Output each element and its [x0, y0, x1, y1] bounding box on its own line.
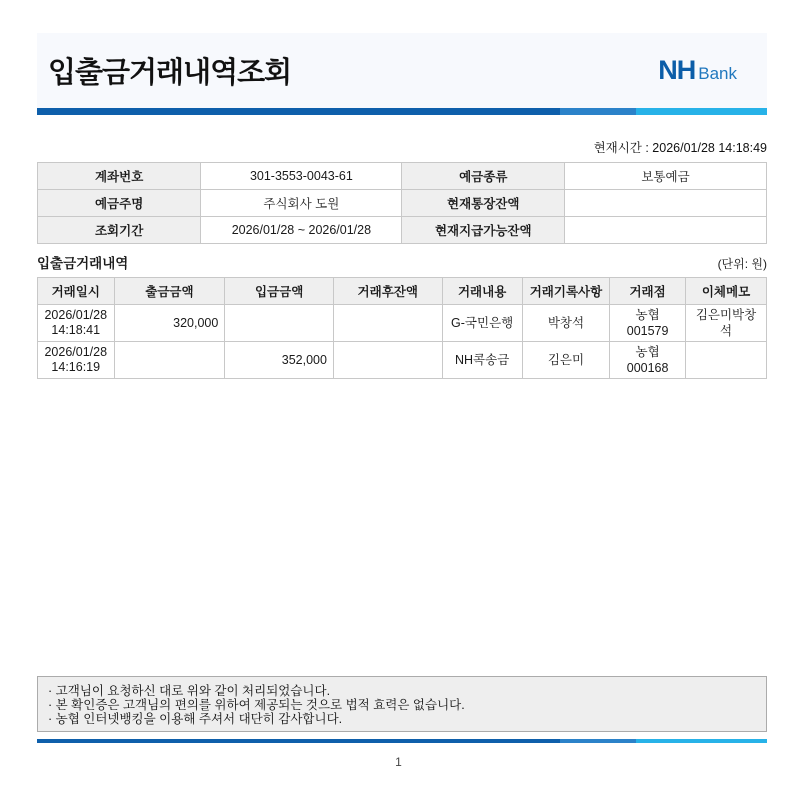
- transaction-section-head: [37, 252, 767, 272]
- col-header-record: 거래기록사항: [522, 278, 609, 305]
- col-header-branch: 거래점: [610, 278, 686, 305]
- nh-logo-bank-text: Bank: [698, 64, 737, 83]
- tx-date: 2026/01/28: [44, 308, 108, 322]
- tx-withdrawal: [114, 342, 225, 379]
- divider-segment-cyan: [636, 108, 767, 115]
- footer-note: · 농협 인터넷뱅킹을 이용해 주셔서 대단히 감사합니다.: [48, 712, 343, 726]
- transaction-section-title: 입출금거래내역: [37, 256, 129, 271]
- tx-balance-after: [333, 342, 442, 379]
- page-title: 입출금거래내역조회: [48, 57, 292, 89]
- account-number-value: 301-3553-0043-61: [201, 163, 402, 190]
- col-header-deposit: 입금금액: [225, 278, 334, 305]
- footer-note: · 고객님이 요청하신 대로 위와 같이 처리되었습니다.: [48, 684, 331, 698]
- account-row-period: [38, 217, 767, 244]
- divider-segment-medium: [560, 108, 636, 115]
- tx-time: 14:16:19: [51, 360, 101, 374]
- deposit-type-label: 예금종류: [402, 163, 565, 190]
- inquiry-period-value: 2026/01/28 ~ 2026/01/28: [201, 217, 402, 244]
- account-row-number: [38, 163, 767, 190]
- table-row: [38, 342, 767, 379]
- tx-time: 14:18:41: [51, 323, 101, 337]
- tx-deposit: [225, 305, 334, 342]
- tx-datetime: [38, 342, 115, 379]
- tx-date: 2026/01/28: [44, 345, 108, 359]
- tx-memo: 김은미박창석: [686, 305, 767, 342]
- divider-segment-dark: [37, 739, 560, 743]
- divider-segment-medium: [560, 739, 636, 743]
- tx-record: 박창석: [522, 305, 609, 342]
- available-balance-value: [565, 217, 767, 244]
- divider-segment-dark: [37, 108, 560, 115]
- page-number: 1: [395, 755, 402, 769]
- tx-branch: 농협 000168: [610, 342, 686, 379]
- divider-segment-cyan: [636, 739, 767, 743]
- unit-label: (단위: 원): [717, 257, 767, 271]
- current-time-label: 현재시간 : 2026/01/28 14:18:49: [593, 141, 767, 155]
- page-header: [37, 33, 767, 108]
- account-number-label: 계좌번호: [38, 163, 201, 190]
- header-divider-bar: [37, 108, 767, 115]
- tx-datetime: [38, 305, 115, 342]
- available-balance-label: 현재지급가능잔액: [402, 217, 565, 244]
- holder-name-label: 예금주명: [38, 190, 201, 217]
- col-header-memo: 이체메모: [686, 278, 767, 305]
- tx-record: 김은미: [522, 342, 609, 379]
- footer-note: · 본 확인증은 고객님의 편의를 위하여 제공되는 것으로 법적 효력은 없습니다.: [48, 698, 465, 712]
- tx-deposit: 352,000: [225, 342, 334, 379]
- holder-name-value: 주식회사 도원: [201, 190, 402, 217]
- footer-notes-box: [37, 676, 767, 732]
- nh-bank-logo: [658, 55, 737, 86]
- col-header-datetime: 거래일시: [38, 278, 115, 305]
- table-row: [38, 305, 767, 342]
- tx-memo: [686, 342, 767, 379]
- current-balance-label: 현재통장잔액: [402, 190, 565, 217]
- tx-description: G-국민은행: [442, 305, 522, 342]
- transaction-header-row: [38, 278, 767, 305]
- tx-branch: 농협 001579: [610, 305, 686, 342]
- transaction-table: [37, 277, 767, 379]
- deposit-type-value: 보통예금: [565, 163, 767, 190]
- account-info-table: [37, 162, 767, 244]
- tx-withdrawal: 320,000: [114, 305, 225, 342]
- tx-balance-after: [333, 305, 442, 342]
- nh-logo-icon: NH: [658, 55, 696, 85]
- col-header-balance-after: 거래후잔액: [333, 278, 442, 305]
- col-header-description: 거래내용: [442, 278, 522, 305]
- col-header-withdrawal: 출금금액: [114, 278, 225, 305]
- current-balance-value: [565, 190, 767, 217]
- footer-divider-bar: [37, 739, 767, 743]
- inquiry-period-label: 조회기간: [38, 217, 201, 244]
- tx-description: NH콕송금: [442, 342, 522, 379]
- account-row-holder: [38, 190, 767, 217]
